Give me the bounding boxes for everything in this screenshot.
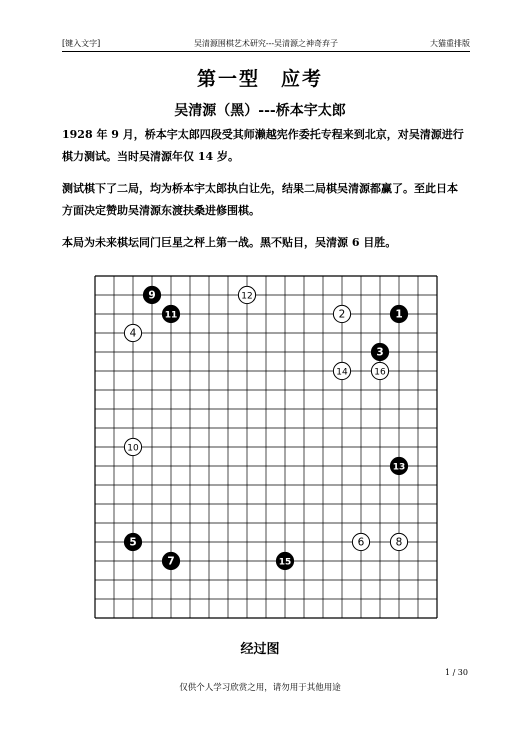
move-number: 12	[241, 291, 253, 302]
stone-6	[352, 533, 369, 550]
paragraph-2: 测试棋下了二局，均为桥本宇太郎执白让先，结果二局棋吴清源都赢了。至此日本方面决定赞助吴清源东渡扶桑进修围棋。	[62, 182, 458, 217]
game-subtitle: 吴清源（黑）---桥本宇太郎	[174, 103, 346, 119]
diagram-caption: 经过图	[240, 642, 280, 657]
stone-15	[276, 552, 293, 569]
move-number: 3	[376, 346, 384, 359]
move-number: 16	[374, 367, 386, 378]
move-number: 7	[167, 555, 175, 568]
go-board-svg	[95, 276, 437, 618]
move-number: 14	[336, 367, 348, 378]
stone-16	[371, 362, 388, 379]
page-footer: 仅供个人学习欣赏之用，请勿用于其他用途	[179, 683, 341, 693]
paragraph-1: 1928 年 9 月，桥本宇太郎四段受其师濑越宪作委托专程来到北京，对吴清源进行棋力测试。当时吴清源年仅 14 岁。	[62, 128, 464, 163]
page-header	[62, 37, 470, 51]
move-number: 8	[395, 536, 403, 549]
stone-8	[390, 533, 407, 550]
header-center: 吴清源围棋艺术研究---吴清源之神奇弃子	[193, 39, 339, 48]
move-number: 10	[127, 443, 139, 454]
paragraph-3: 本局为未来棋坛同门巨星之枰上第一战。黑不贴目，吴清源 6 目胜。	[62, 236, 397, 249]
move-number: 9	[148, 289, 156, 302]
stone-12	[238, 286, 255, 303]
move-number: 4	[129, 327, 137, 340]
stone-14	[333, 362, 350, 379]
page-number: 1 / 30	[444, 668, 468, 677]
stone-9	[143, 286, 160, 303]
stone-13	[390, 457, 407, 474]
move-number: 2	[338, 308, 346, 321]
stone-5	[124, 533, 141, 550]
move-number: 15	[278, 557, 292, 568]
move-number: 11	[164, 310, 178, 321]
stone-7	[162, 552, 179, 569]
move-number: 13	[392, 462, 406, 473]
stone-3	[371, 343, 388, 360]
stone-2	[333, 305, 350, 322]
page-title: 第一型 应考	[196, 68, 323, 90]
stone-10	[124, 438, 141, 455]
header-divider	[62, 51, 470, 52]
move-number: 5	[129, 536, 137, 549]
stone-11	[162, 305, 179, 322]
stone-1	[390, 305, 407, 322]
move-number: 1	[395, 308, 403, 321]
go-board	[95, 276, 437, 618]
stone-4	[124, 324, 141, 341]
header-right: 大猫重排版	[430, 39, 470, 48]
move-number: 6	[357, 536, 365, 549]
header-left: [键入文字]	[62, 39, 101, 48]
